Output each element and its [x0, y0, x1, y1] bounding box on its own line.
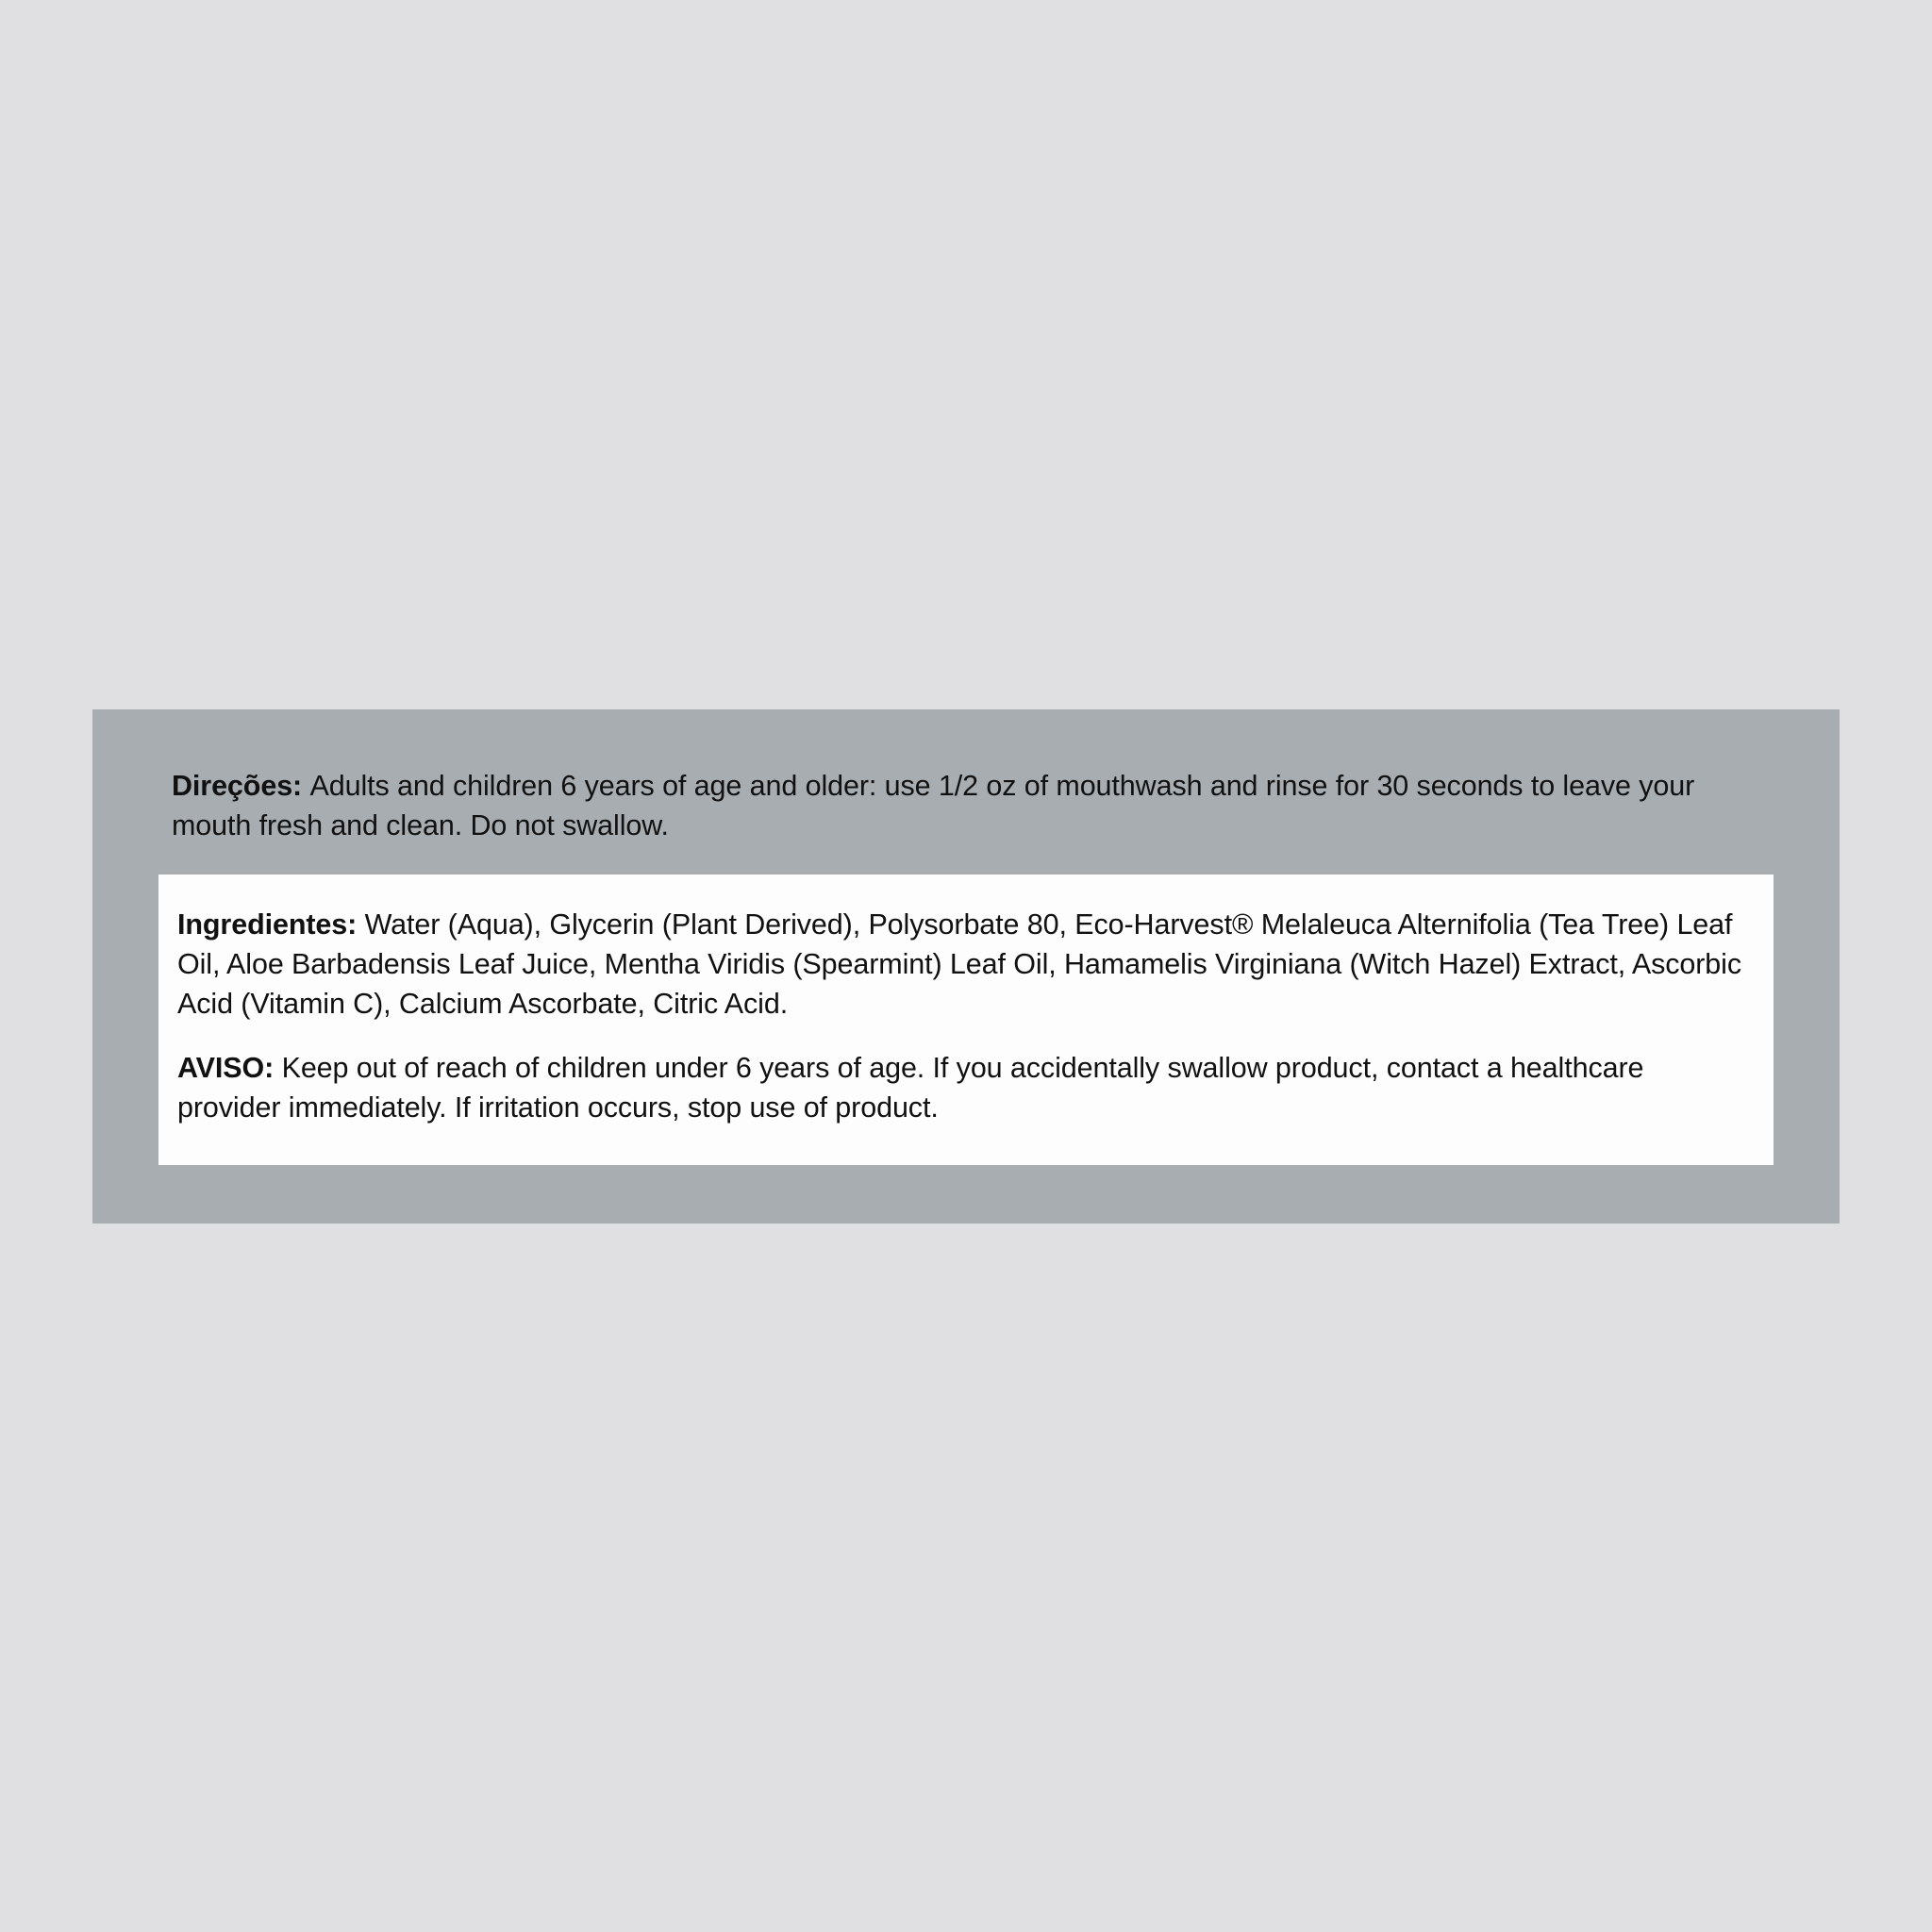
directions-heading: Direções: [172, 770, 310, 802]
warning-heading: AVISO: [177, 1052, 282, 1085]
ingredients-warning-box [158, 874, 1774, 1165]
warning-section [177, 1048, 1755, 1127]
warning-text: Keep out of reach of children under 6 years of age. If you accidentally swallow product, contact a healthcare provider immediately. If irritation occurs, stop use of product. [177, 1052, 1644, 1124]
product-label-panel [92, 709, 1840, 1224]
directions-section [172, 766, 1775, 845]
ingredients-section [177, 905, 1755, 1024]
ingredients-text: Water (Aqua), Glycerin (Plant Derived), Polysorbate 80, Eco-Harvest® Melaleuca Alternifolia (Tea Tree) Leaf Oil, Aloe Barbadensis Leaf Juice, Mentha Viridis (Spearmint) Leaf Oil, Hamamelis Virginiana (Witch Hazel) Extract, Ascorbic Acid (Vitamin C), Calcium Ascorbate, Citric Acid. [177, 908, 1741, 1021]
directions-text: Adults and children 6 years of age and older: use 1/2 oz of mouthwash and rinse for 30 seconds to leave your mouth fresh and clean. Do not swallow. [172, 770, 1695, 842]
ingredients-heading: Ingredientes: [177, 908, 365, 941]
